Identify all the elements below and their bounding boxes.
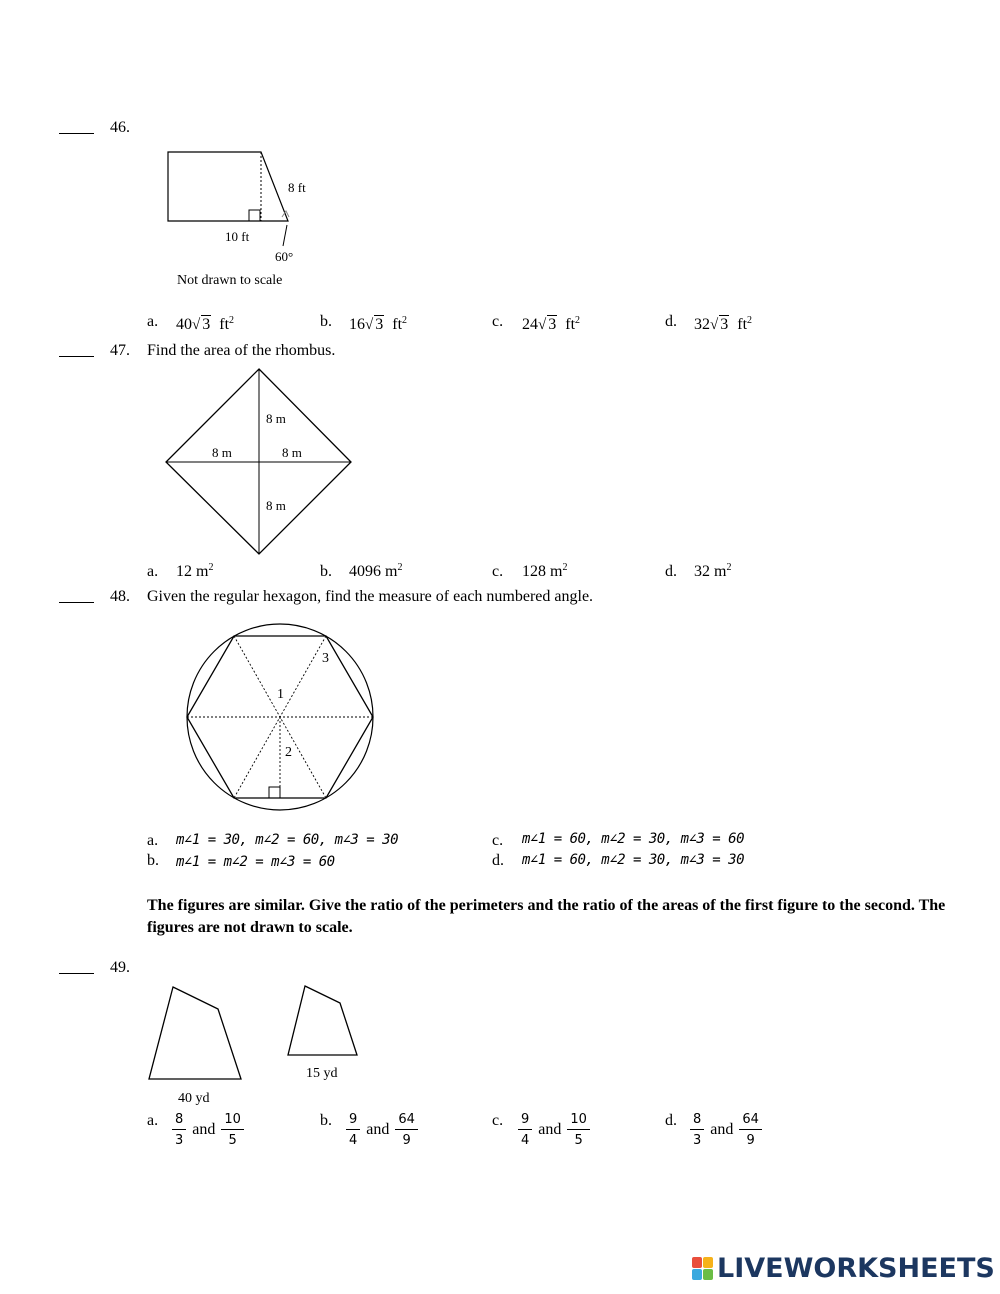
unit: ft <box>737 316 748 333</box>
fraction-1: $\frac{8}{3}$ <box>690 1112 704 1148</box>
exponent: 2 <box>575 315 581 326</box>
section-instructions: The figures are similar. Give the ratio of the perimeters and the ratio of the areas of the first figure to the second. The figures are not drawn to scale. <box>147 897 946 936</box>
and-word: and <box>366 1121 390 1138</box>
coefficient: 40 <box>176 316 192 333</box>
option-d-letter: d. <box>492 852 504 869</box>
question-text-47: Find the area of the rhombus. <box>147 342 336 359</box>
angle-3-label: 3 <box>322 651 329 666</box>
exponent: 2 <box>229 315 235 326</box>
radicand: 3 <box>202 316 211 333</box>
option-d-letter: d. <box>665 313 677 330</box>
option-b-letter: b. <box>147 852 159 869</box>
fraction-1: $\frac{9}{4}$ <box>518 1112 532 1148</box>
fraction-2: $\frac{64}{9}$ <box>739 1112 762 1148</box>
sqrt-icon: √ <box>710 317 719 333</box>
rhombus-right-label: 8 m <box>282 445 302 460</box>
unit: ft <box>219 316 230 333</box>
logo-blocks-icon <box>692 1257 714 1281</box>
option-d-letter: d. <box>665 1112 677 1129</box>
option-c-letter: c. <box>492 563 504 580</box>
question-number-46: 46. <box>110 119 130 136</box>
radicand: 3 <box>548 316 557 333</box>
and-word: and <box>710 1121 734 1138</box>
unit: ft <box>565 316 576 333</box>
answer-blank-48[interactable] <box>59 590 94 603</box>
question-number-48: 48. <box>110 588 130 605</box>
fraction-2: $\frac{10}{5}$ <box>567 1112 590 1148</box>
hexagon-figure <box>180 618 380 818</box>
angle-1-label: 1 <box>277 687 284 702</box>
question-number-49: 49. <box>110 959 130 976</box>
side-label-8ft: 8 ft <box>288 180 306 195</box>
rhombus-top-label: 8 m <box>266 411 286 426</box>
rhombus-left-label: 8 m <box>212 445 232 460</box>
option-c-letter: c. <box>492 313 504 330</box>
option-b-letter: b. <box>320 1112 332 1129</box>
value: 32 m <box>694 563 727 580</box>
exponent: 2 <box>397 562 403 573</box>
liveworksheets-logo[interactable] <box>692 1253 995 1284</box>
option-a[interactable] <box>172 1112 244 1148</box>
small-figure-label: 15 yd <box>306 1066 338 1081</box>
sqrt-icon: √ <box>192 317 201 333</box>
large-figure-label: 40 yd <box>178 1091 210 1106</box>
and-word: and <box>192 1121 216 1138</box>
option-c[interactable]: m∠1 = 60, m∠2 = 30, m∠3 = 60 <box>522 831 745 847</box>
option-d[interactable] <box>690 1112 762 1148</box>
exponent: 2 <box>208 562 214 573</box>
option-a[interactable]: m∠1 = 30, m∠2 = 60, m∠3 = 30 <box>176 832 399 848</box>
logo-text: LIVEWORKSHEETS <box>717 1253 995 1284</box>
rhombus-bottom-label: 8 m <box>266 498 286 513</box>
option-d[interactable] <box>694 316 752 334</box>
coefficient: 24 <box>522 316 538 333</box>
option-a[interactable] <box>176 563 213 581</box>
angle-2-label: 2 <box>285 745 292 760</box>
option-c-letter: c. <box>492 1112 504 1129</box>
value: 128 m <box>522 563 563 580</box>
radicand: 3 <box>720 316 729 333</box>
option-c[interactable] <box>518 1112 590 1148</box>
answer-blank-49[interactable] <box>59 961 94 974</box>
option-c[interactable] <box>522 563 567 581</box>
fraction-1: $\frac{8}{3}$ <box>172 1112 186 1148</box>
value: 4096 m <box>349 563 398 580</box>
option-a-letter: a. <box>147 313 159 330</box>
option-d[interactable]: m∠1 = 60, m∠2 = 30, m∠3 = 30 <box>522 852 745 868</box>
option-b[interactable] <box>349 563 402 581</box>
exponent: 2 <box>747 315 753 326</box>
option-a-letter: a. <box>147 563 159 580</box>
exponent: 2 <box>562 562 568 573</box>
question-text-48: Given the regular hexagon, find the measure of each numbered angle. <box>147 588 594 605</box>
option-d-letter: d. <box>665 563 677 580</box>
answer-blank-47[interactable] <box>59 344 94 357</box>
fraction-1: $\frac{9}{4}$ <box>346 1112 360 1148</box>
coefficient: 32 <box>694 316 710 333</box>
option-b-letter: b. <box>320 563 332 580</box>
answer-blank-46[interactable] <box>59 121 94 134</box>
option-c-letter: c. <box>492 832 504 849</box>
angle-label-60: 60° <box>275 249 294 264</box>
option-b-letter: b. <box>320 313 332 330</box>
value: 12 m <box>176 563 209 580</box>
option-a[interactable] <box>176 316 234 334</box>
sqrt-icon: √ <box>365 317 374 333</box>
exponent: 2 <box>402 315 408 326</box>
option-b[interactable] <box>346 1112 418 1148</box>
not-to-scale-note: Not drawn to scale <box>177 273 283 288</box>
fraction-2: $\frac{10}{5}$ <box>221 1112 244 1148</box>
fraction-2: $\frac{64}{9}$ <box>395 1112 418 1148</box>
question-number-47: 47. <box>110 342 130 359</box>
rhombus-figure <box>160 365 360 560</box>
unit: ft <box>392 316 403 333</box>
exponent: 2 <box>726 562 732 573</box>
sqrt-icon: √ <box>538 317 547 333</box>
radicand: 3 <box>375 316 384 333</box>
base-label-10ft: 10 ft <box>225 229 250 244</box>
option-c[interactable] <box>522 316 580 334</box>
option-a-letter: a. <box>147 832 159 849</box>
option-a-letter: a. <box>147 1112 159 1129</box>
coefficient: 16 <box>349 316 365 333</box>
option-b[interactable] <box>349 316 407 334</box>
option-d[interactable] <box>694 563 731 581</box>
option-b[interactable]: m∠1 = m∠2 = m∠3 = 60 <box>176 854 335 870</box>
and-word: and <box>538 1121 562 1138</box>
